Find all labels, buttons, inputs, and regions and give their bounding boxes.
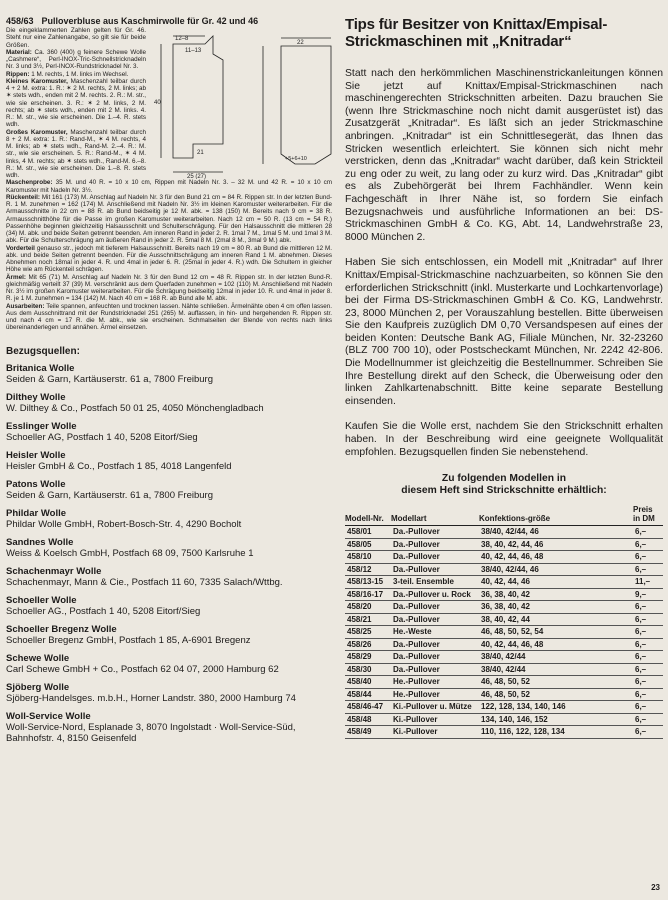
- supplier-address: Seiden & Garn, Kartäuserstr. 61 a, 7800 Freiburg: [6, 489, 214, 501]
- table-row: [345, 663, 663, 676]
- model-type-cell: He.-Pullover: [391, 688, 479, 701]
- price-cell: 6,–: [633, 713, 663, 726]
- right-column: [345, 16, 663, 739]
- size-cell: 38, 40, 42, 44: [479, 613, 633, 626]
- price-cell: 6,–: [633, 663, 663, 676]
- price-cell: 6,–: [633, 726, 663, 739]
- size-cell: 40, 42, 44, 46, 48: [479, 638, 633, 651]
- size-cell: 46, 48, 50, 52, 54: [479, 626, 633, 639]
- model-type-cell: Da.-Pullover: [391, 551, 479, 564]
- maschenprobe-label: Maschenprobe:: [6, 179, 53, 187]
- grosses-karo-label: Großes Karomuster,: [6, 128, 68, 136]
- model-type-cell: Da.-Pullover u. Rock: [391, 588, 479, 601]
- supplier-address: Schoeller AG., Postfach 1 40, 5208 Eitorf/Sieg: [6, 605, 201, 617]
- schematic-label-width: 25 (27): [187, 174, 207, 179]
- model-nr-cell: 458/44: [345, 688, 391, 701]
- supplier-entry: [6, 537, 332, 559]
- model-type-cell: Da.-Pullover: [391, 613, 479, 626]
- size-cell: 134, 140, 146, 152: [479, 713, 633, 726]
- size-cell: 36, 38, 40, 42: [479, 588, 633, 601]
- header-size: Konfektions-größe: [479, 505, 633, 526]
- pattern-intro: Die eingeklammerten Zahlen gelten für Gr. 46. Steht nur eine Zahlenangabe, so gilt sie für beide Größen.: [6, 27, 146, 49]
- table-row: [345, 538, 663, 551]
- model-nr-cell: 458/29: [345, 651, 391, 664]
- garment-schematic: [153, 34, 335, 179]
- price-cell: 6,–: [633, 563, 663, 576]
- table-row: [345, 726, 663, 739]
- price-cell: 6,–: [633, 526, 663, 539]
- size-cell: 46, 48, 50, 52: [479, 688, 633, 701]
- supplier-entry: [6, 566, 332, 588]
- model-type-cell: Da.-Pullover: [391, 638, 479, 651]
- model-nr-cell: 458/40: [345, 676, 391, 689]
- model-nr-cell: 458/48: [345, 713, 391, 726]
- table-row: [345, 676, 663, 689]
- supplier-name: Patons Wolle: [6, 478, 66, 490]
- supplier-address: Heisler GmbH & Co., Postfach 1 85, 4018 Langenfeld: [6, 460, 232, 472]
- supplier-name: Sjöberg Wolle: [6, 681, 70, 693]
- pattern-title: Pulloverbluse aus Kaschmirwolle für Gr. 42 und 46: [41, 16, 259, 26]
- price-cell: 6,–: [633, 701, 663, 714]
- price-cell: 6,–: [633, 613, 663, 626]
- schematic-label-hem: 21: [197, 150, 204, 156]
- model-type-cell: Ki.-Pullover: [391, 713, 479, 726]
- model-nr-cell: 458/49: [345, 726, 391, 739]
- supplier-name: Esslinger Wolle: [6, 420, 77, 432]
- price-cell: 6,–: [633, 651, 663, 664]
- supplier-entry: [6, 711, 332, 744]
- size-cell: 38/40, 42/44, 46: [479, 563, 633, 576]
- table-row: [345, 701, 663, 714]
- supplier-address: W. Dilthey & Co., Postfach 50 01 25, 4050 Mönchengladbach: [6, 402, 264, 414]
- schematic-label-top: 12–8: [175, 36, 189, 42]
- supplier-entry: [6, 479, 332, 501]
- grosses-karo-text: Maschenzahl teilbar durch 8 + 2 M. extra: 1. R.: Rand-M., ✶ 4 M. rechts, 4 M. links; ab ✶ stets wdh., Rand-M. 2.–4. R.: M. str., wie sie erscheinen. 5. R.: Rand-M., ✶ 4 M. links, 4 M. rechts; ab ✶ stets wdh., Rand-M. 6.–8. R.: M. str., wie sie erscheinen. Die 1.–8. R. stets wdh.: [6, 128, 146, 179]
- schematic-sleeve: [281, 46, 331, 164]
- pattern-code: 458/63: [6, 16, 34, 26]
- table-row: [345, 613, 663, 626]
- schematic-label-length: 40: [154, 100, 161, 106]
- model-nr-cell: 458/26: [345, 638, 391, 651]
- pattern-heading: [6, 16, 332, 27]
- table-row: [345, 576, 663, 589]
- price-cell: 6,–: [633, 538, 663, 551]
- price-cell: 6,–: [633, 676, 663, 689]
- supplier-entry: [6, 363, 332, 385]
- supplier-name: Heisler Wolle: [6, 449, 66, 461]
- supplier-address: Carl Schewe GmbH + Co., Postfach 62 04 07, 2000 Hamburg 62: [6, 663, 279, 675]
- header-price: Preis in DM: [633, 505, 663, 526]
- supplier-address: Schoeller Bregenz GmbH, Postfach 1 85, A-6901 Bregenz: [6, 634, 251, 646]
- model-nr-cell: 458/46-47: [345, 701, 391, 714]
- model-type-cell: Da.-Pullover: [391, 601, 479, 614]
- price-cell: 11,–: [633, 576, 663, 589]
- schematic-label-sleeve-inc: +5+6+10: [285, 156, 307, 162]
- schematic-label-sleeve-top: 22: [297, 40, 304, 46]
- supplier-name: Woll-Service Wolle: [6, 710, 91, 722]
- table-row: [345, 688, 663, 701]
- size-cell: 38/40, 42/44, 46: [479, 526, 633, 539]
- supplier-name: Britanica Wolle: [6, 362, 75, 374]
- models-table-header: [345, 505, 663, 526]
- price-cell: 6,–: [633, 601, 663, 614]
- supplier-name: Schoeller Bregenz Wolle: [6, 623, 117, 635]
- model-type-cell: Da.-Pullover: [391, 538, 479, 551]
- model-nr-cell: 458/12: [345, 563, 391, 576]
- model-nr-cell: 458/25: [345, 626, 391, 639]
- supplier-address: Phildar Wolle GmbH, Robert-Bosch-Str. 4, 4290 Bocholt: [6, 518, 242, 530]
- models-table-title-line2: diesem Heft sind Strickschnitte erhältlich:: [401, 485, 607, 497]
- table-row: [345, 626, 663, 639]
- price-cell: 6,–: [633, 688, 663, 701]
- price-cell: 6,–: [633, 626, 663, 639]
- size-cell: 36, 38, 40, 42: [479, 601, 633, 614]
- supplier-address: Schachenmayr, Mann & Cie., Postfach 11 60, 7335 Salach/Wttbg.: [6, 576, 283, 588]
- size-cell: 40, 42, 44, 46, 48: [479, 551, 633, 564]
- table-row: [345, 588, 663, 601]
- models-table-title-line1: Zu folgenden Modellen in: [441, 473, 567, 485]
- models-table: [345, 505, 663, 739]
- model-nr-cell: 458/13-15: [345, 576, 391, 589]
- size-cell: 38/40, 42/44: [479, 663, 633, 676]
- table-row: [345, 601, 663, 614]
- model-nr-cell: 458/21: [345, 613, 391, 626]
- page-number: 23: [651, 883, 660, 892]
- ausarbeiten-text: Teile spannen, anfeuchten und trocknen lassen. Nähte schließen. Ärmelnähte oben 4 cm offen lassen. Aus dem Ausschnittrand mit der Rundstricknadel 251 (265) M. auffassen, in hin- und hergehenden R. Rippen str. und nach 4 cm = 17 R. die M. abk., wie sie erscheinen. Schmalseiten der Blende von rechts nach links übereinanderlegen und annähen. Ärmel einsetzen.: [6, 302, 332, 332]
- left-column: [6, 16, 332, 751]
- supplier-address: Woll-Service-Nord, Esplanade 3, 8070 Ingolstadt · Woll-Service-Süd, Bahnhofstr. 4, 8150 Geisenfeld: [6, 721, 296, 744]
- supplier-entry: [6, 450, 332, 472]
- model-nr-cell: 458/20: [345, 601, 391, 614]
- model-type-cell: 3-teil. Ensemble: [391, 576, 479, 589]
- header-model-type: Modellart: [391, 505, 479, 526]
- supplier-entry: [6, 624, 332, 646]
- size-cell: 38/40, 42/44: [479, 651, 633, 664]
- supplier-entry: [6, 595, 332, 617]
- ausarbeiten-label: Ausarbeiten:: [6, 302, 45, 310]
- supplier-list: [6, 363, 332, 744]
- article-paragraph-3: Kaufen Sie die Wolle erst, nachdem Sie den Strickschnitt erhalten haben. In der Beschreibung wird eine geeignete Wollqualität empfohlen. Bezugsquellen finden Sie nebenstehend.: [345, 421, 663, 458]
- model-type-cell: Ki.-Pullover: [391, 726, 479, 739]
- article-paragraph-2: Haben Sie sich entschlossen, ein Modell mit „Knitradar“ auf Ihrer Knittax/Empisal-Strickmaschine nachzuarbeiten, so können Sie den erforderlichen Strickschnitt (inkl. Musterkarte und Lochkartenvorlage) bei der Firma DS-Strickmaschinen GmbH & Co. KG, Landwehrstr. 23, 8000 München 2, per Vorauszahlung bestellen. Bitte überweisen Sie den Kaufpreis zuzüglich DM 0,70 Versandspesen auf eines der beiden Konten: Deutsche Bank AG, Filiale München, Nr. 32-23260 (BLZ 700 700 10), oder Postscheckamt München, Nr. 2242 42-806. Die Modellnummer ist gleichzeitig die Bestellnummer. Schreiben Sie Ihre Bestellung direkt auf den Scheck, die Überweisung oder den linken Zahlkartenabschnitt. Bitte keine separate Bestellung einsenden.: [345, 257, 663, 407]
- vorder-text: genauso str., jedoch mit tieferem Halsausschnitt. Bereits nach 19 cm = 80 R. ab Bund die mittleren 12 M. abk. und beide Seiten getrennt beenden. Für die Ausschnittschrägung am inneren Rand 1 M. abnehmen. Dieses Abnehmen noch 18mal in jeder 4. R. und 4mal in jeder 6. R. (25mal in jeder 4. R.) wdh. Die Schultern in gleicher Höhe wie am Rückenteil schrägen.: [6, 244, 332, 274]
- material-label: Material:: [6, 48, 32, 56]
- ruecken-text: Mit 161 (173) M. Anschlag auf Nadeln Nr. 3 für den Bund 21 cm = 84 R. Rippen str. In der letzten Bund-R. 1 M. zunehmen = 162 (174) M. Anschließend mit Nadeln Nr. 3½ im kleinen Karomuster weiterarbeiten. Für die Armausschnitte in 22 cm = 88 R. ab Bund beidseitig je 12 M. abk. = 138 (150) M. Bereits nach 9 cm = 38 R. Armausschnitthöhe für die Passe im großen Karomuster weiterarbeiten. Nach 12 cm = 50 R. (13 cm = 54 R.) Passenhöhe beginnen gleichzeitig Halsausschnitt und Schulterschrägung. Für den Halsausschnitt die mittleren 28 (34) M. abk. und beide Seiten getrennt beenden. Am inneren Rand in jeder 2. R. 1mal 7 M., 1mal 5 M. und 1mal 3 M. abk. Für die Schulterschrägung am äußeren Rand in jeder 2. R. 5mal 8 M. (2mal 8 M., 3mal 9 M.) abk.: [6, 193, 332, 245]
- size-cell: 38, 40, 42, 44, 46: [479, 538, 633, 551]
- supplier-name: Schachenmayr Wolle: [6, 565, 102, 577]
- schematic-label-shoulder: 11–13: [185, 48, 202, 54]
- model-type-cell: Ki.-Pullover u. Mütze: [391, 701, 479, 714]
- supplier-entry: [6, 421, 332, 443]
- table-row: [345, 638, 663, 651]
- supplier-name: Schewe Wolle: [6, 652, 70, 664]
- model-type-cell: Da.-Pullover: [391, 663, 479, 676]
- model-nr-cell: 458/30: [345, 663, 391, 676]
- supplier-entry: [6, 392, 332, 414]
- material-text: Ca. 360 (400) g feinere Schewe Wolle „Cashmere“, Perl-INOX-Tric-Schnellstricknadeln Nr. 3 und 3½, Perl-INOX-Rundstricknadel Nr. 3.: [6, 48, 147, 71]
- model-type-cell: He.-Weste: [391, 626, 479, 639]
- supplier-address: Seiden & Garn, Kartäuserstr. 61 a, 7800 Freiburg: [6, 373, 214, 385]
- supplier-name: Dilthey Wolle: [6, 391, 66, 403]
- size-cell: 110, 116, 122, 128, 134: [479, 726, 633, 739]
- schematic-body: [173, 36, 223, 158]
- supplier-name: Phildar Wolle: [6, 507, 67, 519]
- aermel-text: Mit 65 (71) M. Anschlag auf Nadeln Nr. 3 für den Bund 12 cm = 48 R. Rippen str. In der letzten Bund-R. gleichmäßig verteilt 37 (39) M. verschränkt aus dem Querfaden zunehmen = 102 (110) M. Anschließend mit Nadeln Nr. 3½ im großen Karomuster weiterarbeiten. Für die Schrägung beidseitig 12mal in jeder 10. R. und 4mal in jeder 8. R. je 1 M. zunehmen = 134 (142) M. Nach 40 cm = 168 R. ab Bund alle M. abk.: [6, 273, 333, 303]
- model-nr-cell: 458/10: [345, 551, 391, 564]
- header-model-nr: Modell-Nr.: [345, 505, 391, 526]
- size-cell: 40, 42, 44, 46: [479, 576, 633, 589]
- size-cell: 122, 128, 134, 140, 146: [479, 701, 633, 714]
- ruecken-label: Rückenteil:: [6, 193, 40, 201]
- rippen-text: 1 M. rechts, 1 M. links im Wechsel.: [31, 70, 129, 78]
- table-row: [345, 651, 663, 664]
- maschenprobe-text: 35 M. und 40 R. = 10 x 10 cm, Rippen mit Nadeln Nr. 3. – 32 M. und 42 R. = 10 x 10 cm Karomuster mit Nadeln Nr. 3½.: [6, 179, 333, 194]
- price-cell: 9,–: [633, 588, 663, 601]
- model-nr-cell: 458/05: [345, 538, 391, 551]
- models-table-body: [345, 526, 663, 739]
- model-type-cell: He.-Pullover: [391, 676, 479, 689]
- sources-heading: Bezugsquellen:: [6, 345, 80, 357]
- price-cell: 6,–: [633, 551, 663, 564]
- supplier-address: Schoeller AG, Postfach 1 40, 5208 Eitorf/Sieg: [6, 431, 198, 443]
- supplier-name: Schoeller Wolle: [6, 594, 77, 606]
- table-row: [345, 563, 663, 576]
- supplier-address: Sjöberg-Handelsges. m.b.H., Horner Landstr. 380, 2000 Hamburg 74: [6, 692, 296, 704]
- size-cell: 46, 48, 50, 52: [479, 676, 633, 689]
- table-row: [345, 551, 663, 564]
- aermel-label: Ärmel:: [6, 273, 26, 281]
- kleines-karo-label: Kleines Karomuster,: [6, 77, 68, 85]
- vorder-label: Vorderteil: [6, 244, 35, 252]
- model-type-cell: Da.-Pullover: [391, 651, 479, 664]
- table-row: [345, 713, 663, 726]
- article-paragraph-1: Statt nach den herkömmlichen Maschinenstrickanleitungen können Sie jetzt auf Knittax/Empisal-Strickmaschinen nach maschinengerechten Strickschnitten arbeiten. Dazu brauchen Sie (wenn Ihre Strickmaschine noch nicht damit ausgerüstet ist) das Zusatzgerät „Knitradar“. Es läßt sich an jeder Strickmaschine anbringen. „Knitradar“ ist ein Schnittlesegerät, das Ihnen das Stricken wesentlich erleichtert. Sie können sich nicht mehr verstricken, denn das „Knitradar“ wacht darüber, daß kein Strickteil zu eng oder zu weit, zu lang oder zu kurz wird. Das „Knitradar“ gibt es als Zubehörgerät bei Ihrem Fachhändler. Wenn kein Fachgeschäft in Ihrer Nähe ist, so fordern Sie einfach Bezugsnachweis und ausführliche Informationen an bei: DS-Strickmaschinen GmbH & Co. KG, Abt. 14, Landwehrstraße 23, 8000 München 2.: [345, 68, 663, 243]
- model-type-cell: Da.-Pullover: [391, 563, 479, 576]
- supplier-entry: [6, 508, 332, 530]
- supplier-name: Sandnes Wolle: [6, 536, 74, 548]
- model-nr-cell: 458/16-17: [345, 588, 391, 601]
- supplier-entry: [6, 653, 332, 675]
- models-table-title: [345, 473, 663, 497]
- price-cell: 6,–: [633, 638, 663, 651]
- supplier-address: Weiss & Koelsch GmbH, Postfach 68 09, 7500 Karlsruhe 1: [6, 547, 254, 559]
- table-row: [345, 526, 663, 539]
- rippen-label: Rippen:: [6, 70, 30, 78]
- model-type-cell: Da.-Pullover: [391, 526, 479, 539]
- article-title: Tips für Besitzer von Knittax/Empisal-Strickmaschinen mit „Knitradar“: [345, 16, 608, 50]
- supplier-entry: [6, 682, 332, 704]
- kleines-karo-text: Maschenzahl teilbar durch 4 + 2 M. extra: 1. R.: ✶ 2 M. rechts, 2 M. links; ab ✶ stets wdh., enden mit 2 M. rechts. 2. R.: M. str., wie sie erscheinen. 3. R.: ✶ 2 M. links, 2 M. rechts; ab ✶ stets wdh., enden mit 2 M. links. 4. R.: M. str., wie sie erscheinen. Die 1.–4. R. stets wdh.: [6, 77, 146, 129]
- model-nr-cell: 458/01: [345, 526, 391, 539]
